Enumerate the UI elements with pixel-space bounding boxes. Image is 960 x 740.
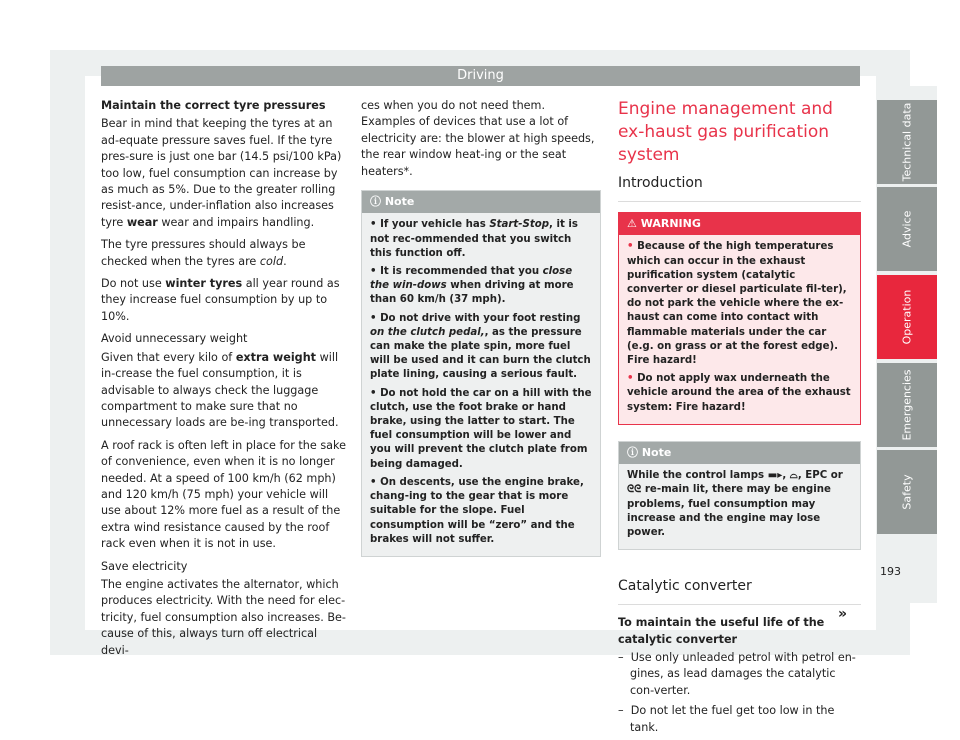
note-header bbox=[362, 191, 600, 213]
catalytic-heading: To maintain the useful life of the catalytic converter bbox=[618, 616, 825, 646]
list-item: – Do not let the fuel get too low in the tank. bbox=[618, 704, 835, 734]
exhaust-lamp-icon: ⌓ bbox=[789, 470, 798, 482]
note-item: • On descents, use the engine brake, chang-ing to the gear that is more suitable for the slope. Fuel consumption will be “zero” and the brakes will not suffer. bbox=[370, 476, 584, 545]
column-3 bbox=[618, 98, 861, 740]
info-icon: ⓘ bbox=[370, 195, 385, 209]
text: will in-crease the fuel consumption, it is advisable to always check the luggage compartment to make sure that no unnecessary loads are be-ing transported. bbox=[101, 350, 339, 430]
engine-lamp-icon: ▬▸ bbox=[767, 470, 783, 482]
warning-title: WARNING bbox=[640, 217, 701, 230]
section-header: Driving bbox=[101, 66, 860, 86]
warning-item: • Because of the high temperatures which can occur in the exhaust purification system (catalytic converter or diesel particulate fil-ter), do not park the vehicle where the ex-haust can come into contact with flammable materials under the car (e.g. on grass or at the forest edge). Fire hazard! bbox=[627, 241, 847, 367]
note-item: • It is recommended that you close the win-dows when driving at more than 60 km/h (37 mph). bbox=[370, 266, 574, 306]
paragraph: A roof rack is often left in place for the sake of convenience, even when it is no longer needed. At a speed of 100 km/h (62 mph) and 120 km/h (75 mph) your vehicle will use about 12% more fuel as a result of the extra wind resistance caused by the roof rack even when it is not in use. bbox=[101, 438, 346, 551]
text: wear bbox=[126, 215, 158, 229]
paragraph bbox=[101, 116, 347, 231]
text: extra weight bbox=[235, 350, 317, 364]
note-title: Note bbox=[641, 445, 672, 459]
tab-operation[interactable]: Operation bbox=[877, 275, 937, 359]
text: . bbox=[283, 254, 287, 268]
tab-emergencies[interactable]: Emergencies bbox=[877, 363, 937, 447]
list-item: – Use only unleaded petrol with petrol en-gines, as lead damages the catalytic con-verter. bbox=[618, 651, 856, 697]
paragraph: The engine activates the alternator, which produces electricity. With the need for elec-tricity, fuel consumption also increases. Be-cause of this, always turn off electrical devi- bbox=[101, 577, 346, 657]
text: wear and impairs handling. bbox=[157, 215, 315, 229]
epc-lamp-icon: EPC bbox=[805, 470, 828, 482]
heading-electricity: Save electricity bbox=[101, 559, 188, 573]
warning-box bbox=[618, 212, 861, 425]
section-title: Engine management and ex-haust gas purification system bbox=[618, 99, 833, 165]
paragraph bbox=[101, 350, 347, 432]
side-tabs bbox=[877, 86, 937, 603]
glow-plug-lamp-icon: ᘓᘓ bbox=[627, 484, 642, 496]
subsection-introduction: Introduction bbox=[618, 173, 861, 202]
note-box bbox=[618, 441, 861, 550]
text: Bear in mind that keeping the tyres at an ad-equate pressure saves fuel. If the tyre pres-sure is just one bar (14.5 psi/100 kPa) too low, fuel consumption can increase by as much as 5%. Due to the greater rolling resist-ance, under-inflation also increases tyre bbox=[101, 117, 342, 229]
heading-weight: Avoid unnecessary weight bbox=[101, 332, 248, 346]
note-header bbox=[619, 442, 860, 464]
note-title: Note bbox=[384, 195, 415, 209]
warning-header bbox=[619, 213, 860, 235]
text: winter tyres bbox=[165, 277, 243, 291]
column-1 bbox=[101, 98, 347, 665]
note-item: • Do not drive with your foot resting on the clutch pedal,, as the pressure can make the plate spin, more fuel will be used and it can burn the clutch plate lining, causing a serious fault. bbox=[370, 312, 591, 381]
paragraph: ces when you do not need them. Examples of devices that use a lot of electricity are: the blower at high speeds, the rear window heat-ing or the seat heaters*. bbox=[361, 99, 595, 178]
warning-item: • Do not apply wax underneath the vehicle around the area of the exhaust system: Fire hazard! bbox=[627, 373, 851, 413]
heading-tyre-pressures: Maintain the correct tyre pressures bbox=[101, 99, 326, 112]
subsection-catalytic-converter: Catalytic converter bbox=[618, 576, 861, 605]
note-box bbox=[361, 190, 601, 557]
warning-triangle-icon: ⚠ bbox=[627, 217, 641, 230]
note-text: While the control lamps ▬▸, ⌓, EPC or ᘓᘓ re-main lit, there may be engine problems, fuel consumption may increase and the engine may lose power. bbox=[627, 470, 843, 539]
note-item: • Do not hold the car on a hill with the clutch, use the foot brake or hand brake, using the latter to start. The fuel consumption will be lower and you will prevent the clutch plate from being damaged. bbox=[370, 387, 592, 470]
continued-arrow-icon: » bbox=[838, 606, 848, 622]
text: all year round as they increase fuel consumption by up to 10%. bbox=[101, 277, 340, 323]
tab-advice[interactable]: Advice bbox=[877, 187, 937, 271]
text: Do not use bbox=[101, 277, 166, 291]
info-icon: ⓘ bbox=[627, 445, 642, 459]
tab-safety[interactable]: Safety bbox=[877, 450, 937, 534]
column-2 bbox=[361, 98, 601, 569]
note-item: • If your vehicle has Start-Stop, it is not rec-ommended that you switch this function off. bbox=[370, 219, 578, 259]
tab-technical-data[interactable]: Technical data bbox=[877, 100, 937, 184]
text: Given that every kilo of bbox=[101, 350, 236, 364]
page-number: 193 bbox=[880, 565, 901, 578]
text: The tyre pressures should always be checked when the tyres are bbox=[101, 238, 306, 268]
paragraph bbox=[101, 237, 347, 270]
text: cold bbox=[259, 254, 284, 268]
paragraph bbox=[101, 276, 347, 325]
